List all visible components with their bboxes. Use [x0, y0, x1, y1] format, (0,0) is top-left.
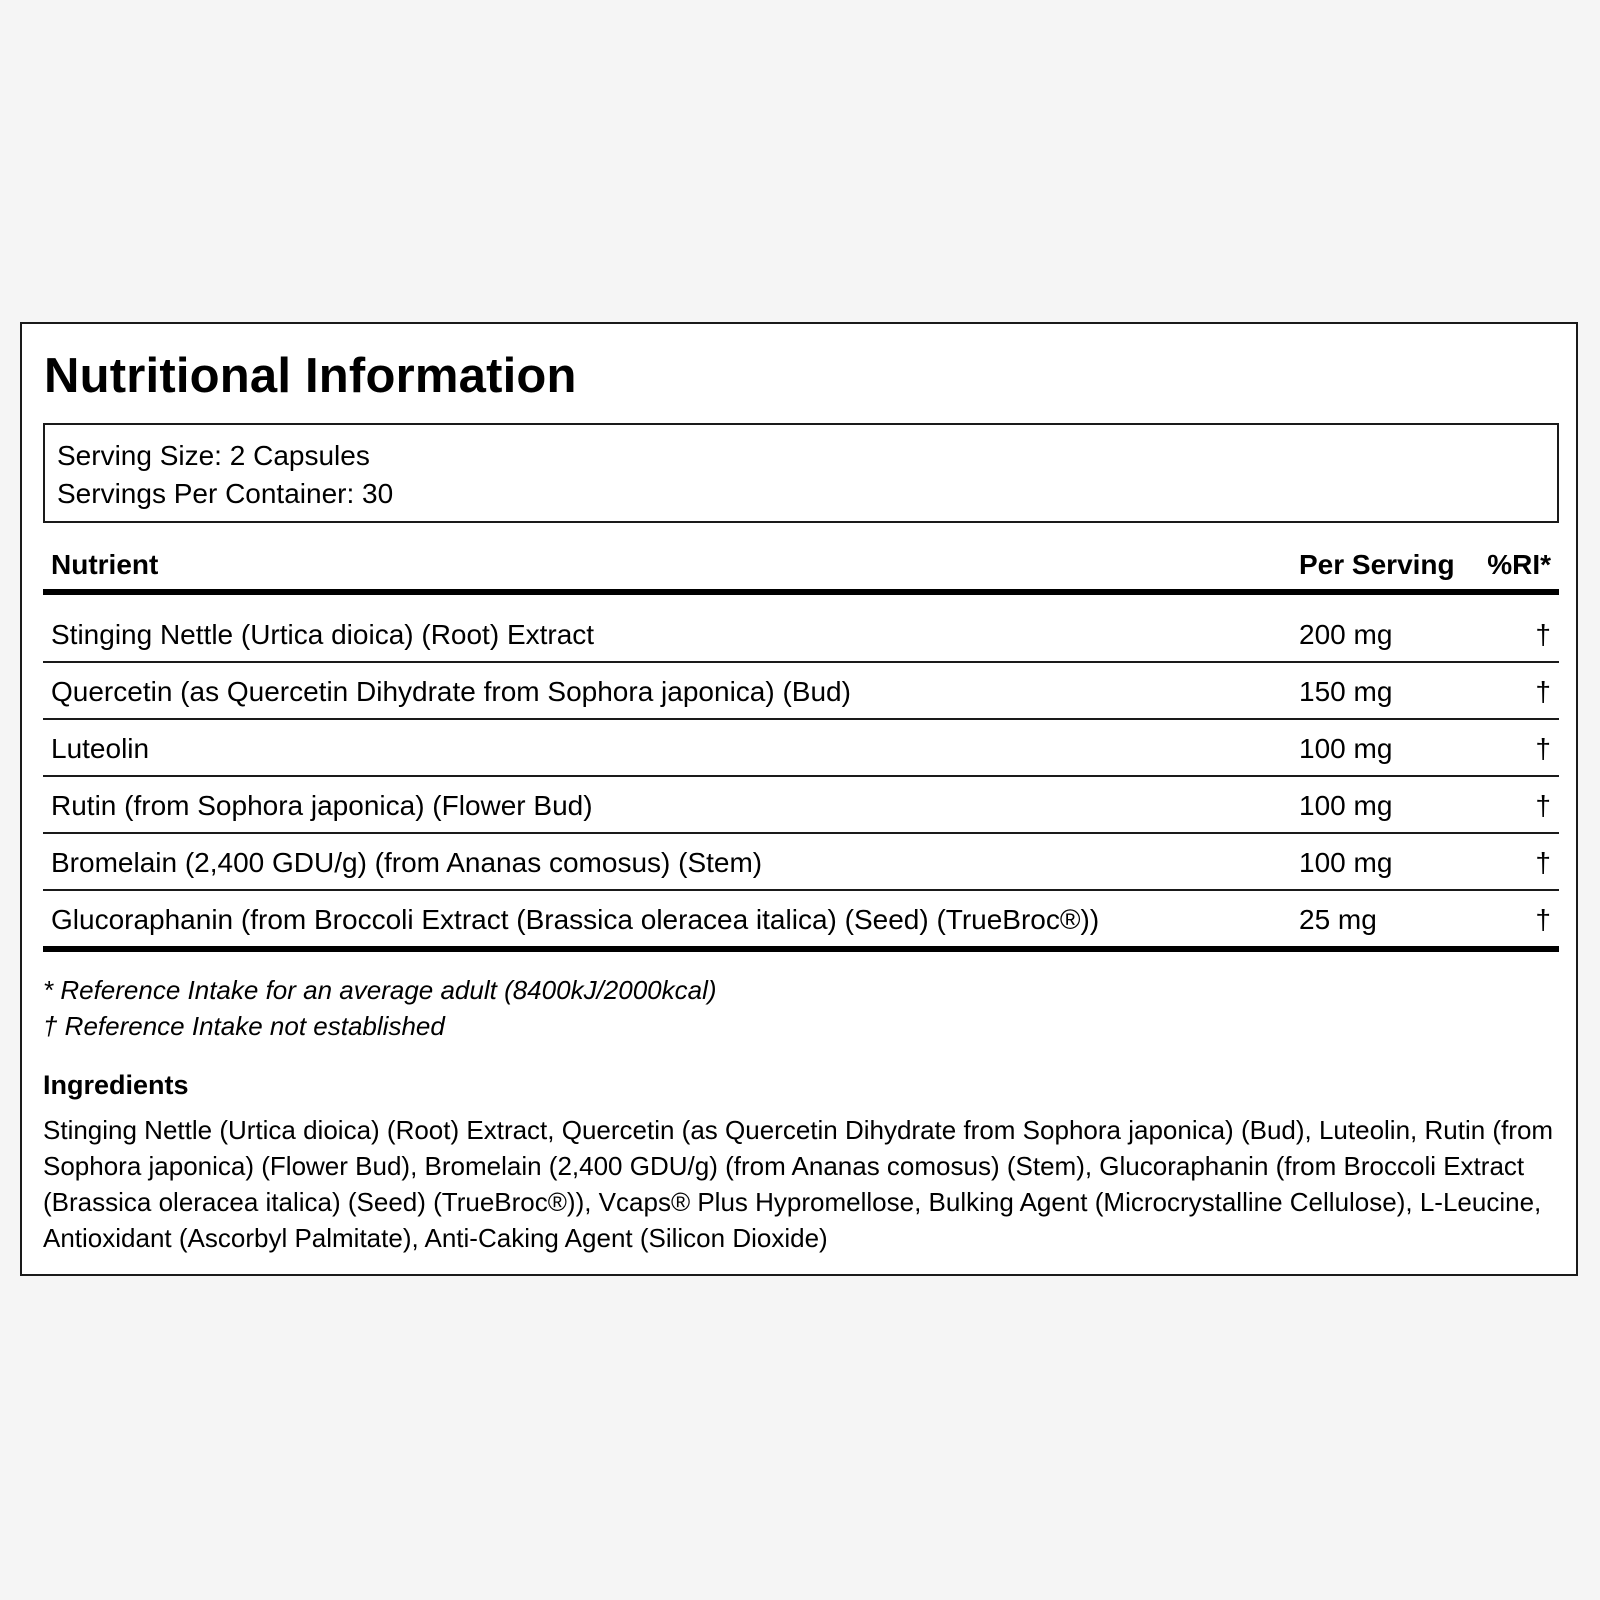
ingredients-heading: Ingredients [43, 1070, 189, 1100]
serving-info-box [43, 423, 1559, 523]
dagger-footnote: † Reference Intake not established [43, 1011, 445, 1041]
ri-footnote: * Reference Intake for an average adult (8400kJ/2000kcal) [43, 975, 717, 1005]
footnotes [43, 972, 717, 1044]
header-nutrient: Nutrient [51, 549, 159, 580]
nutrient-ri: † [1535, 790, 1551, 821]
table-row [43, 777, 1559, 834]
nutrient-name: Glucoraphanin (from Broccoli Extract (Brassica oleracea italica) (Seed) (TrueBroc®)) [51, 904, 1100, 935]
nutrient-name: Rutin (from Sophora japonica) (Flower Bud) [51, 790, 593, 821]
header-per-serving: Per Serving [1299, 549, 1455, 580]
nutrient-ri: † [1535, 619, 1551, 650]
page-title: Nutritional Information [44, 349, 577, 403]
nutrient-amount: 100 mg [1299, 790, 1393, 821]
nutrient-amount: 200 mg [1299, 619, 1393, 650]
nutrient-amount: 100 mg [1299, 847, 1393, 878]
table-row [43, 663, 1559, 720]
nutrient-ri: † [1535, 847, 1551, 878]
serving-size: Serving Size: 2 Capsules [57, 440, 370, 471]
nutrient-ri: † [1535, 676, 1551, 707]
nutrient-ri: † [1535, 733, 1551, 764]
nutrient-table [43, 539, 1559, 952]
nutrient-name: Quercetin (as Quercetin Dihydrate from Sophora japonica) (Bud) [51, 676, 851, 707]
nutrient-name: Luteolin [51, 733, 150, 764]
nutrition-panel [20, 322, 1578, 1276]
table-row [43, 595, 1559, 663]
nutrient-amount: 150 mg [1299, 676, 1393, 707]
nutrient-amount: 25 mg [1299, 904, 1377, 935]
table-header [43, 539, 1559, 595]
nutrient-ri: † [1535, 904, 1551, 935]
table-row [43, 834, 1559, 891]
nutrient-name: Bromelain (2,400 GDU/g) (from Ananas comosus) (Stem) [51, 847, 763, 878]
servings-per-container: Servings Per Container: 30 [57, 478, 394, 509]
nutrient-name: Stinging Nettle (Urtica dioica) (Root) Extract [51, 619, 595, 650]
ingredients-text: Stinging Nettle (Urtica dioica) (Root) Extract, Quercetin (as Quercetin Dihydrate from Sophora japonica) (Bud), Luteolin, Rutin (from Sophora japonica) (Flower Bud), Bromelain (2,400 GDU/g) (from Ananas comosus) (Stem), Glucoraphanin (from Broccoli Extract (Brassica oleracea italica) (Seed) (TrueBroc®)), Vcaps® Plus Hypromellose, Bulking Agent (Microcrystalline Cellulose), L-Leucine, Antioxidant (Ascorbyl Palmitate), Anti-Caking Agent (Silicon Dioxide) [43, 1115, 1554, 1253]
header-ri: %RI* [1487, 549, 1551, 580]
nutrient-amount: 100 mg [1299, 733, 1393, 764]
table-row [43, 891, 1559, 952]
table-row [43, 720, 1559, 777]
